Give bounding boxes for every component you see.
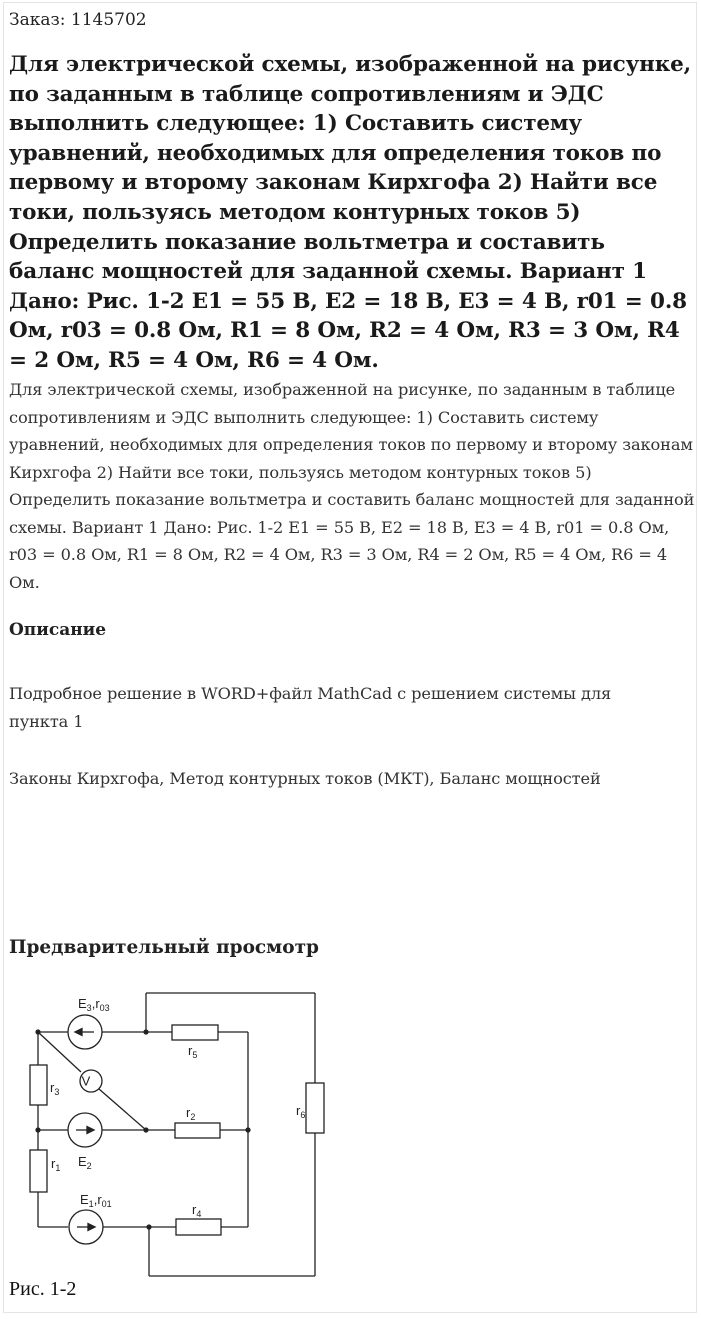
- label-r3: $r_3$: [50, 1080, 60, 1097]
- voltmeter-label: V: [81, 1073, 91, 1089]
- label-r6: $r_6$: [296, 1103, 306, 1120]
- junction-dot: [143, 1127, 148, 1132]
- resistor-r2: [175, 1123, 220, 1138]
- label-r1: $r_1$: [51, 1156, 61, 1173]
- description-heading: Описание: [9, 620, 107, 640]
- task-title: Для электрической схемы, изображенной на рисунке, по заданным в таблице сопротивлениям и ЭДС выполнить следующее: 1) Составить систему уравнений, необходимых для определения токов по первому и второму законам Кирхгофа 2) Найти все токи, пользуясь методом контурных токов 5) Определить показание вольтметра и составить баланс мощностей для заданной схемы. Вариант 1 Дано: Рис. 1-2 E1 = 55 В, E2 = 18 В, E3 = 4 В, r01 = 0.8 Ом, r03 = 0.8 Ом, R1 = 8 Ом, R2 = 4 Ом, R3 = 3 Ом, R4 = 2 Ом, R5 = 4 Ом, R6 = 4 Ом.: [9, 52, 692, 373]
- junction-dot: [143, 1029, 148, 1034]
- arrow-left-icon: [75, 1029, 82, 1036]
- label-r5: $r_5$: [188, 1043, 198, 1060]
- resistor-r6: [306, 1083, 324, 1133]
- resistor-r1: [30, 1150, 47, 1192]
- task-body-text: Для электрической схемы, изображенной на рисунке, по заданным в таблице сопротивлениям и ЭДС выполнить следующее: 1) Составить систему уравнений, необходимых для определения токов по первому и второму законам Кирхгофа 2) Найти все токи, пользуясь методом контурных токов 5) Определить показание вольтметра и составить баланс мощностей для заданной схемы. Вариант 1 Дано: Рис. 1-2 E1 = 55 В, E2 = 18 В, E3 = 4 В, r01 = 0.8 Ом, r03 = 0.8 Ом, R1 = 8 Ом, R2 = 4 Ом, R3 = 3 Ом, R4 = 2 Ом, R5 = 4 Ом, R6 = 4 Ом.: [9, 380, 695, 592]
- junction-dot: [35, 1127, 40, 1132]
- arrow-right-icon: [88, 1224, 95, 1231]
- junction-dot: [245, 1127, 250, 1132]
- label-r4: $r_4$: [192, 1202, 202, 1219]
- figure-caption: Рис. 1-2: [9, 1278, 77, 1300]
- label-e3: $E_3,r_{03}$: [78, 996, 110, 1013]
- label-e2: $E_2$: [78, 1154, 92, 1171]
- description-paragraph-topics: Законы Кирхгофа, Метод контурных токов (МКТ), Баланс мощностей: [9, 769, 601, 788]
- preview-heading: Предварительный просмотр: [9, 937, 319, 958]
- label-e1: $E_1,r_{01}$: [80, 1192, 112, 1209]
- arrow-right-icon: [87, 1127, 94, 1134]
- resistor-r3: [30, 1065, 47, 1105]
- wire: [99, 1089, 146, 1130]
- circuit-diagram: [0, 975, 340, 1280]
- junction-dot: [35, 1029, 40, 1034]
- junction-dot: [146, 1224, 151, 1229]
- order-number: Заказ: 1145702: [9, 10, 147, 30]
- resistor-r5: [172, 1025, 218, 1040]
- resistor-r4: [176, 1219, 221, 1235]
- description-paragraph-solution: Подробное решение в WORD+файл MathCad с решением системы для пункта 1: [9, 684, 612, 731]
- wire: [38, 1032, 81, 1072]
- label-r2: $r_2$: [186, 1105, 196, 1122]
